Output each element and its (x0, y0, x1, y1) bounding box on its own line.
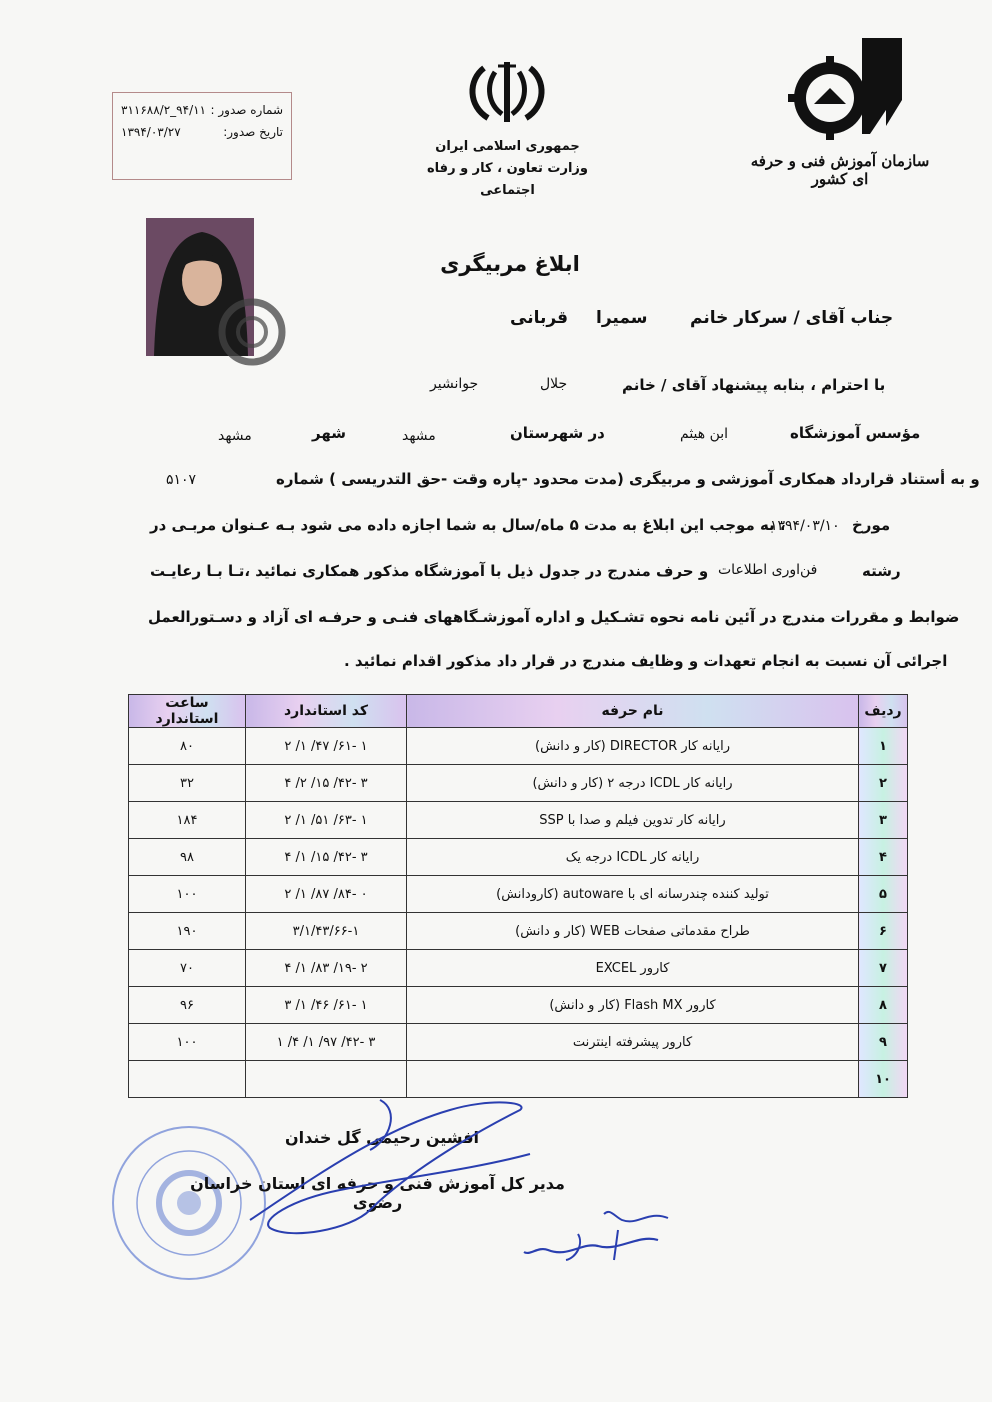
tvto-logo-icon (770, 30, 905, 150)
permission-text: ، به موجب این ابلاغ به مدت ۵ ماه/سال به شما اجازه داده می شود بـه عـنوان مربـی در (150, 516, 786, 534)
iran-emblem-icon (462, 58, 552, 128)
standard-code: ۳/۱/۴۳/۶۶-۱ (246, 913, 407, 950)
standard-code: ۳ -۴۲/ ۹۷/ ۱/ ۴/ ۱ (246, 1024, 407, 1061)
row-number: ۷ (859, 950, 908, 987)
institute-label: مؤسس آموزشگاه (790, 424, 921, 442)
standard-code: ۱ -۶۱/ ۴۶/ ۱/ ۳ (246, 987, 407, 1024)
profession-name: کارور Flash MX (کار و دانش) (407, 987, 859, 1024)
issue-date-label: تاریخ صدور: (223, 125, 283, 139)
standard-hours: ۱۰۰ (129, 1024, 246, 1061)
profession-name: رایانه کار تدوین فیلم و صدا با SSP (407, 802, 859, 839)
standard-hours: ۱۹۰ (129, 913, 246, 950)
profession-name: رایانه کار DIRECTOR (کار و دانش) (407, 728, 859, 765)
addressee-last-name: قربانی (510, 308, 569, 328)
table-row (129, 802, 908, 839)
profession-name: رایانه کار ICDL درجه یک (407, 839, 859, 876)
addressee-label: جناب آقای / سرکار خانم (690, 308, 894, 328)
table-row (129, 1024, 908, 1061)
table-row (129, 728, 908, 765)
profession-name: تولید کننده چندرسانه ای با autoware (کارودانش) (407, 876, 859, 913)
field-text: و حرف مندرج در جدول ذیل با آموزشگاه مذکور همکاری نمائید ،تـا بـا رعایـت (150, 562, 709, 580)
standard-hours: ۱۰۰ (129, 876, 246, 913)
standard-hours: ۸۰ (129, 728, 246, 765)
row-number: ۱۰ (859, 1061, 908, 1098)
contract-text: و به أستناد قرارداد همکاری آموزشی و مربیگری (مدت محدود -پاره وقت -حق التدریسی ) شماره (276, 470, 980, 488)
closing-text: اجرائی آن نسبت به انجام تعهدات و وظایف مندرج در قرار داد مذکور اقدام نمائید . (344, 652, 948, 670)
gov-line-2: وزارت تعاون ، کار و رفاه اجتماعی (427, 161, 588, 198)
table-row (129, 913, 908, 950)
recommender-last: جوانشیر (430, 376, 479, 392)
row-number: ۶ (859, 913, 908, 950)
profession-name: طراح مقدماتی صفحات WEB (کار و دانش) (407, 913, 859, 950)
table-header-row (129, 695, 908, 728)
professions-table (128, 694, 908, 1098)
document-title: ابلاغ مربیگری (440, 252, 580, 276)
city-label: شهر (312, 424, 346, 442)
row-number: ۵ (859, 876, 908, 913)
row-number: ۳ (859, 802, 908, 839)
standard-hours: ۹۸ (129, 839, 246, 876)
field: فن‌اوری اطلاعات (718, 562, 818, 578)
addressee-first-name: سمیرا (596, 308, 648, 328)
standard-hours: ۹۶ (129, 987, 246, 1024)
row-number: ۹ (859, 1024, 908, 1061)
contract-number: ۵۱۰۷ (166, 472, 197, 488)
profession-name: رایانه کار ICDL درجه ۲ (کار و دانش) (407, 765, 859, 802)
table-row (129, 839, 908, 876)
row-number: ۸ (859, 987, 908, 1024)
signature-scrawl (230, 1090, 540, 1250)
issue-number: ۹۴/۱۱_۳۱۱۶۸۸/۲ (121, 103, 206, 117)
organization-name: سازمان آموزش فنی و حرفه ای کشور (750, 152, 930, 188)
header-standard-hours: ساعت استاندارد (129, 695, 246, 728)
county: مشهد (402, 428, 436, 444)
header-standard-code: کد استاندارد (246, 695, 407, 728)
standard-code: ۳ -۴۲/ ۱۵/ ۲/ ۴ (246, 765, 407, 802)
signatory-title: مدیر کل آموزش فنی و حرفه ای استان خراسان رضوی (190, 1174, 565, 1212)
regulations-text: ضوابط و مقررات مندرج در آئین نامه نحوه تشـکیل و اداره آموزشـگاههای فنـی و حرفـه ای آزاد و دسـتورالعمل (148, 608, 960, 626)
header-profession-name: نام حرفه (407, 695, 859, 728)
standard-hours: ۷۰ (129, 950, 246, 987)
table-row (129, 987, 908, 1024)
field-label: رشته (862, 562, 901, 580)
standard-hours: ۱۸۴ (129, 802, 246, 839)
profession-name: کارور EXCEL (407, 950, 859, 987)
in-county-label: در شهرستان (510, 424, 605, 442)
recommender-first: جلال (540, 376, 568, 392)
standard-code: ۳ -۴۲/ ۱۵/ ۱/ ۴ (246, 839, 407, 876)
reference-box (112, 92, 292, 180)
issue-number-label: شماره صدور : (210, 103, 283, 117)
standard-code: ۱ -۶۳/ ۵۱/ ۱/ ۲ (246, 802, 407, 839)
table-row (129, 765, 908, 802)
table-row (129, 950, 908, 987)
profession-name: کارور پیشرفته اینترنت (407, 1024, 859, 1061)
city: مشهد (218, 428, 252, 444)
institute-name: ابن هیثم (680, 426, 729, 442)
row-number: ۴ (859, 839, 908, 876)
standard-hours (129, 1061, 246, 1098)
dated-label: مورخ (852, 516, 891, 534)
recommend-label: با احترام ، بنابه پیشنهاد آقای / خانم (622, 376, 886, 394)
standard-hours: ۳۲ (129, 765, 246, 802)
government-heading (400, 136, 615, 202)
dated: ۱۳۹۴/۰۳/۱۰ (770, 518, 840, 534)
standard-code: ۱ -۶۱/ ۴۷/ ۱/ ۲ (246, 728, 407, 765)
signatory-name: افشین رحیمی گل خندان (284, 1128, 480, 1147)
row-number: ۱ (859, 728, 908, 765)
table-row (129, 876, 908, 913)
issue-date: ۱۳۹۴/۰۳/۲۷ (121, 125, 181, 139)
gov-line-1: جمهوری اسلامی ایران (435, 139, 580, 154)
standard-code: ۲ -۱۹/ ۸۳/ ۱/ ۴ (246, 950, 407, 987)
handwritten-note (518, 1200, 678, 1270)
photo-stamp-icon (212, 292, 292, 372)
row-number: ۲ (859, 765, 908, 802)
standard-code: ۰ -۸۴/ ۸۷/ ۱/ ۲ (246, 876, 407, 913)
header-row-number: ردیف (859, 695, 908, 728)
